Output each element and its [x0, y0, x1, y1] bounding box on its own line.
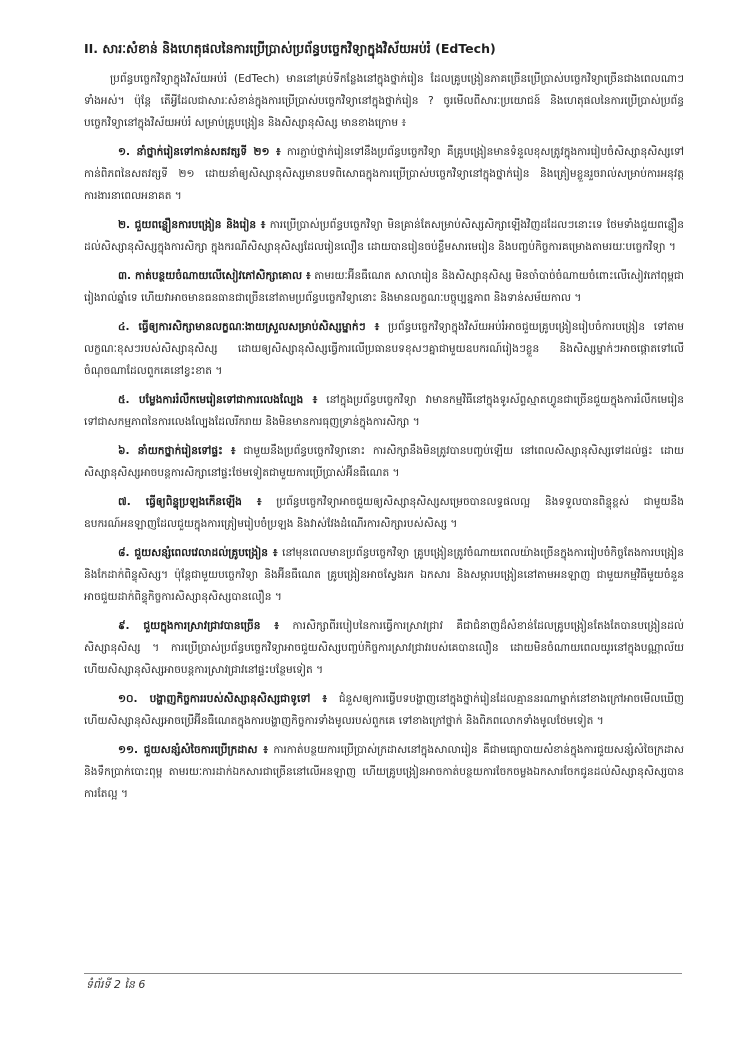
benefit-item	[84, 615, 684, 681]
benefit-list	[84, 141, 684, 805]
benefit-item	[84, 491, 684, 535]
benefit-title: ២. ជួយពន្លឿនការបង្រៀន និងរៀន ៖	[118, 219, 266, 231]
benefit-body: ជំនួសឲ្យការធ្វើបទបង្ហាញនៅក្នុងថ្នាក់រៀនដែលគ្មាននរណាម្នាក់នៅខាងក្រៅអាចមើលឃើញ ហើយសិស្សានុសិស្សអាចប្រើអ៊ីនធឺណេតក្នុងការបង្ហាញកិច្ចការទាំងមូលរបស់ពួកគេ ទៅខាងក្រៅថ្នាក់ និងពិភពលោកទាំងមូលថែមទៀត ។	[84, 693, 684, 727]
section-heading: II. សារៈសំខាន់ និងហេតុផលនៃការប្រើប្រាស់ប្រព័ន្ធបច្ចេកវិទ្យាក្នុងវិស័យអប់រំ (EdTech)	[84, 41, 496, 56]
benefit-body: ប្រព័ន្ធបច្ចេកវិទ្យាអាចជួយឲ្យសិស្សានុសិស្សសម្រេចបានលទ្ធផលល្អ និងទទួលបានពិន្ទុខ្ពស់ ជាមួយនឹងឧបករណ៍អនឡាញដែលជួយក្នុងការត្រៀមរៀបចំប្រឡង និងវាស់វែងដំណើរការសិក្សារបស់សិស្ស ។	[84, 496, 684, 530]
benefit-body: ការកាត់បន្ថយការប្រើប្រាស់ក្រដាសនៅក្នុងសាលារៀន គឺជាមធ្យោបាយសំខាន់ក្នុងការជួយសន្សំសំចៃក្រដាស និងទឹកប្រាក់បោះពុម្ព តាមរយៈការដាក់ឯកសារជាច្រើននៅលើអនឡាញ ហើយគ្រូបង្រៀនអាចកាត់បន្ថយការចែកចម្លងឯកសារចែកជូនដល់សិស្សានុសិស្សបានការតែល្អ ។	[84, 744, 684, 800]
benefit-item	[84, 214, 684, 258]
page-number: ទំព័រទី 2 នៃ 6	[86, 978, 146, 991]
page-content	[84, 40, 684, 812]
benefit-title: ១. នាំថ្នាក់រៀនទៅកាន់សតវត្សទី ២១ ៖	[118, 146, 281, 158]
benefit-title: ១១. ជួយសន្សំសំចៃការប្រើក្រដាស ៖	[118, 744, 268, 756]
benefit-title: ៨. ជួយសន្សំពេលវេលាដល់គ្រូបង្រៀន ៖	[118, 547, 278, 559]
benefit-body: ប្រព័ន្ធបច្ចេកវិទ្យាក្នុងវិស័យអប់រំអាចជួយគ្រូបង្រៀនរៀបចំការបង្រៀន ទៅតាមលក្ខណៈខុសៗរបស់សិស្សានុសិស្ស ដោយឲ្យសិស្សានុសិស្សធ្វើការលើប្រធានបទខុសៗគ្នាជាមួយឧបករណ៍រៀងៗខ្លួន និងសិស្សម្នាក់ៗអាចផ្ដោតទៅលើចំណុចណាដែលពួកគេនៅខ្វះខាត ។	[84, 321, 685, 377]
benefit-title: ១០. បង្ហាញកិច្ចការរបស់សិស្សានុសិស្សជាទូទៅ ៖	[118, 693, 328, 705]
benefit-title: ៧. ធ្វើឲ្យពិន្ទុប្រឡងកើនឡើង ៖	[118, 496, 262, 508]
benefit-body: ការភ្ជាប់ថ្នាក់រៀនទៅនឹងប្រព័ន្ធបច្ចេកវិទ្យា គឺគ្រូបង្រៀនមានទំនួលខុសត្រូវក្នុងការរៀបចំសិស្សានុសិស្សទៅកាន់ពិភពនៃសតវត្សទី ២១ ដោយនាំឲ្យសិស្សានុសិស្សមានបទពិសោធក្នុងការប្រើប្រាស់បច្ចេកវិទ្យានៅក្នុងថ្នាក់រៀន និងត្រៀមខ្លួនរួចរាល់សម្រាប់ការអនុវត្តការងារនាពេលអនាគត ។	[84, 146, 684, 202]
benefit-title: ៦. នាំយកថ្នាក់រៀនទៅផ្ទះ ៖	[118, 445, 236, 457]
benefit-body: តាមរយៈអ៊ីនធឺណេត សាលារៀន និងសិស្សានុសិស្ស មិនចាំបាច់ចំណាយចំពោះលើសៀវភៅពុម្ពជារៀងរាល់ឆ្នាំទេ ហើយវាអាចមានធនធានជាច្រើននៅតាមប្រព័ន្ធបច្ចេកវិទ្យានោះ និងមានលក្ខណៈបច្ចុប្បន្នភាព និងទាន់សម័យកាល ។	[84, 270, 685, 304]
benefit-body: ការប្រើប្រាស់ប្រព័ន្ធបច្ចេកវិទ្យា មិនគ្រាន់តែសម្រាប់សិស្សសិក្សាឡើងវិញដដែលៗនោះទេ ថែមទាំងជួយពន្លឿនដល់សិស្សានុសិស្សក្នុងការសិក្សា ក្នុងករណីសិស្សានុសិស្សដែលរៀនលឿន ដោយបានរៀនចប់ខ្លឹមសារមេរៀន និងបញ្ចប់កិច្ចការគម្រោងតាមរយៈបច្ចេកវិទ្យា ។	[84, 219, 684, 253]
benefit-item	[84, 316, 684, 382]
benefit-title: ៩. ជួយក្នុងការស្រាវជ្រាវបានច្រើន ៖	[118, 620, 279, 632]
benefit-title: ៤. ធ្វើឲ្យការសិក្សាមានលក្ខណៈងាយស្រួលសម្រាប់សិស្សម្នាក់ៗ ៖	[118, 321, 380, 333]
benefit-body: នៅក្នុងប្រព័ន្ធបច្ចេកវិទ្យា វាមានកម្មវិធីនៅក្នុងទូរស័ព្ទស្មាតហ្វូនជាច្រើនជួយក្នុងការរំលឹកមេរៀន ទៅជាសកម្មភាពនៃការលេងល្បែងដែលរីករាយ និងមិនមានការធុញទ្រាន់ក្នុងការសិក្សា ។	[84, 394, 685, 428]
benefit-title: ៥. បម្លែងការរំលឹកមេរៀនទៅជាការលេងល្បែង ៖	[118, 394, 318, 406]
benefit-item	[84, 389, 684, 433]
benefit-body: ជាមួយនឹងប្រព័ន្ធបច្ចេកវិទ្យានោះ ការសិក្សានឹងមិនត្រូវបានបញ្ចប់ឡើយ នៅពេលសិស្សានុសិស្សទៅដល់ផ្ទះ ដោយសិស្សានុសិស្សអាចបន្តការសិក្សានៅផ្ទះថែមទៀតជាមួយការប្រើប្រាស់អ៊ីនធឺណេត ។	[84, 445, 684, 479]
benefit-body: នៅមុនពេលមានប្រព័ន្ធបច្ចេកវិទ្យា គ្រូបង្រៀនត្រូវចំណាយពេលយ៉ាងច្រើនក្នុងការរៀបចំកិច្ចតែងការបង្រៀន និងកែដាក់ពិន្ទុសិស្ស។ ប៉ុន្តែជាមួយបច្ចេកវិទ្យា និងអ៊ីនធឺណេត គ្រូបង្រៀនអាចស្វែងរក ឯកសារ និងសម្ភារបង្រៀននៅតាមអនឡាញ ជាមួយកម្មវិធីមួយចំនួនអាចជួយដាក់ពិន្ទុកិច្ចការសិស្សានុសិស្សបានលឿន ។	[84, 547, 684, 603]
footer-divider	[84, 973, 682, 974]
benefit-title: ៣. កាត់បន្ថយចំណាយលើសៀវភៅសិក្សាគោល ៖	[118, 270, 311, 282]
benefit-item	[84, 542, 684, 608]
intro-paragraph: ប្រព័ន្ធបច្ចេកវិទ្យាក្នុងវិស័យអប់រំ (EdTech) មាននៅគ្រប់ទីកន្លែងនៅក្នុងថ្នាក់រៀន ដែលគ្រូបង្រៀនភាគច្រើនប្រើប្រាស់បច្ចេកវិទ្យាច្រើនជាងពេលណាៗទាំងអស់។ ប៉ុន្តែ តើអ្វីដែលជាសារៈសំខាន់ក្នុងការប្រើប្រាស់បច្ចេកវិទ្យានៅក្នុងថ្នាក់រៀន ? ចូរមើលពីសារៈប្រយោជន៍ និងហេតុផលនៃការប្រើប្រាស់ប្រព័ន្ធបច្ចេកវិទ្យានៅក្នុងវិស័យអប់រំ សម្រាប់គ្រូបង្រៀន និងសិស្សានុសិស្ស មានខាងក្រោម ៖	[84, 73, 684, 129]
benefit-item	[84, 739, 684, 805]
benefit-item	[84, 265, 684, 309]
benefit-item	[84, 440, 684, 484]
benefit-item	[84, 141, 684, 207]
benefit-body: ការសិក្សាពីរបៀបនៃការធ្វើការស្រាវជ្រាវ គឺជាជំនាញដ៏សំខាន់ដែលគ្រូបង្រៀនតែងតែបានបង្រៀនដល់សិស្សានុសិស្ស ។ ការប្រើប្រាស់ប្រព័ន្ធបច្ចេកវិទ្យាអាចជួយសិស្សបញ្ចប់កិច្ចការស្រាវជ្រាវរបស់គេបានលឿន ដោយមិនចំណាយពេលយូរនៅក្នុងបណ្ណាល័យ ហើយសិស្សានុសិស្សអាចបន្តការស្រាវជ្រាវនៅផ្ទះបន្ថែមទៀត ។	[84, 620, 684, 676]
benefit-item	[84, 688, 684, 732]
